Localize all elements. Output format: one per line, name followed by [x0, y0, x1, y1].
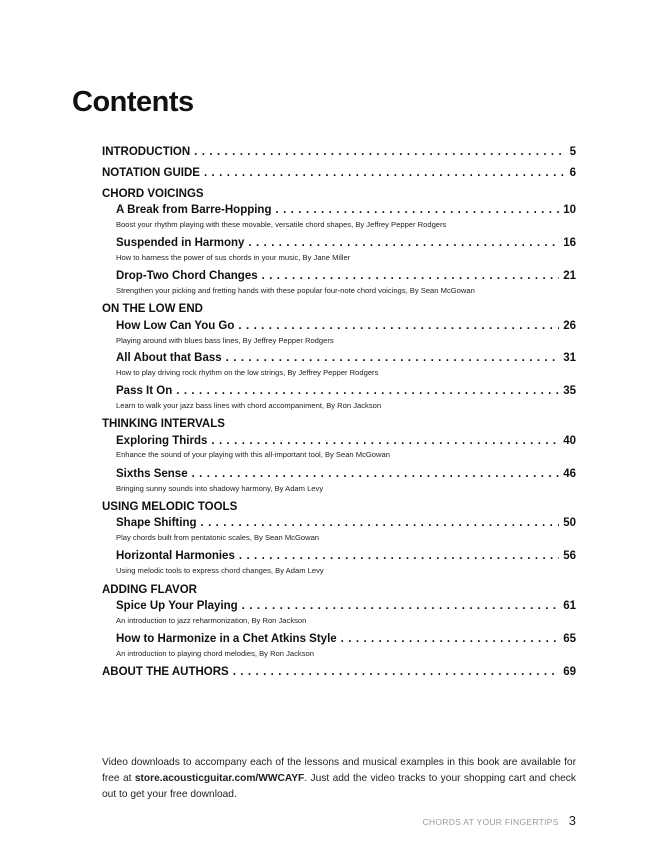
toc-page-number: 46: [563, 468, 576, 480]
toc-entry-label: How to Harmonize in a Chet Atkins Style: [116, 633, 337, 645]
toc-entry-label: Sixths Sense: [116, 468, 188, 480]
toc-entry-notation-guide[interactable]: [102, 167, 576, 179]
section-heading: THINKING INTERVALS: [102, 418, 225, 430]
toc-page-number: 40: [563, 435, 576, 447]
toc-entry-description: Strengthen your picking and fretting hands with these popular four-note chord voicings, By Sean McGowan: [116, 286, 475, 295]
dot-leader: [204, 167, 566, 179]
note-text-after: . Just add the video tracks to your shopping cart and check out to get your free download.: [102, 773, 576, 800]
toc-entry-label: All About that Bass: [116, 352, 222, 364]
toc-entry-label: INTRODUCTION: [102, 146, 191, 158]
toc-entry-label: ABOUT THE AUTHORS: [102, 666, 229, 678]
toc-entry[interactable]: [116, 385, 576, 397]
toc-entry-description: An introduction to playing chord melodies, By Ron Jackson: [116, 649, 314, 658]
toc-entry-description: Learn to walk your jazz bass lines with chord accompaniment, By Ron Jackson: [116, 401, 382, 410]
section-heading: CHORD VOICINGS: [102, 188, 204, 200]
dot-leader: [239, 550, 559, 562]
note-text-before: Video downloads to accompany each of the lessons and musical examples in this book are available for free at: [102, 757, 576, 784]
toc-entry-description: Enhance the sound of your playing with this all-important tool, By Sean McGowan: [116, 450, 390, 459]
toc-entry-label: NOTATION GUIDE: [102, 167, 200, 179]
toc-page-number: 16: [563, 237, 576, 249]
toc-entry-description: Using melodic tools to express chord changes, By Adam Levy: [116, 566, 324, 575]
toc-entry[interactable]: [116, 204, 576, 216]
dot-leader: [238, 320, 559, 332]
toc-entry-label: Shape Shifting: [116, 517, 197, 529]
dot-leader: [341, 633, 560, 645]
toc-entry-label: How Low Can You Go: [116, 320, 235, 332]
toc-entry[interactable]: [116, 633, 576, 645]
toc-page-number: 21: [563, 270, 576, 282]
toc-entry-description: How to play driving rock rhythm on the low strings, By Jeffrey Pepper Rodgers: [116, 368, 379, 377]
toc-entry[interactable]: [116, 435, 576, 447]
dot-leader: [194, 146, 565, 158]
section-heading: ADDING FLAVOR: [102, 584, 197, 596]
toc-entry-label: A Break from Barre-Hopping: [116, 204, 272, 216]
toc-entry[interactable]: [116, 237, 576, 249]
toc-page-number: 69: [563, 666, 576, 678]
toc-entry-description: An introduction to jazz reharmonization, By Ron Jackson: [116, 616, 307, 625]
toc-entry-label: Pass It On: [116, 385, 173, 397]
dot-leader: [192, 468, 560, 480]
dot-leader: [201, 517, 560, 529]
dot-leader: [276, 204, 560, 216]
toc-page-number: 35: [563, 385, 576, 397]
toc-entry-description: Bringing sunny sounds into shadowy harmony, By Adam Levy: [116, 484, 324, 493]
toc-page-number: 5: [569, 146, 576, 158]
running-footer-title: CHORDS AT YOUR FINGERTIPS: [422, 817, 559, 827]
toc-entry-about-the-authors[interactable]: [102, 666, 576, 678]
dot-leader: [211, 435, 559, 447]
toc-page-number: 61: [563, 600, 576, 612]
toc-page-number: 6: [569, 167, 576, 179]
toc-entry-description: Boost your rhythm playing with these movable, versatile chord shapes, By Jeffrey Pepper Rodgers: [116, 220, 447, 229]
toc-entry[interactable]: [116, 320, 576, 332]
section-heading: ON THE LOW END: [102, 303, 203, 315]
section-heading: USING MELODIC TOOLS: [102, 501, 238, 513]
toc-entry-introduction[interactable]: [102, 146, 576, 158]
toc-entry[interactable]: [116, 517, 576, 529]
dot-leader: [226, 352, 560, 364]
dot-leader: [248, 237, 559, 249]
toc-entry-label: Suspended in Harmony: [116, 237, 245, 249]
toc-entry[interactable]: [116, 550, 576, 562]
toc-entry[interactable]: [116, 270, 576, 282]
toc-page-number: 65: [563, 633, 576, 645]
toc-entry-label: Drop-Two Chord Changes: [116, 270, 258, 282]
toc-entry-label: Exploring Thirds: [116, 435, 208, 447]
toc-page-number: 10: [563, 204, 576, 216]
toc-entry-description: Play chords built from pentatonic scales, By Sean McGowan: [116, 533, 320, 542]
video-download-note: [102, 755, 576, 803]
page-footer: [422, 813, 576, 828]
toc-page-number: 50: [563, 517, 576, 529]
dot-leader: [176, 385, 559, 397]
toc-entry-label: Horizontal Harmonies: [116, 550, 235, 562]
store-url-link[interactable]: store.acousticguitar.com/WWCAYF: [134, 773, 305, 784]
toc-page-number: 56: [563, 550, 576, 562]
toc-entry-description: How to harness the power of sus chords in your music, By Jane Miller: [116, 253, 351, 262]
toc-entry-description: Playing around with blues bass lines, By Jeffrey Pepper Rodgers: [116, 336, 334, 345]
toc-page-number: 26: [563, 320, 576, 332]
dot-leader: [242, 600, 560, 612]
dot-leader: [233, 666, 559, 678]
page-number: 3: [568, 813, 576, 828]
dot-leader: [262, 270, 560, 282]
toc-page-number: 31: [563, 352, 576, 364]
toc-entry[interactable]: [116, 352, 576, 364]
page-title: Contents: [72, 86, 194, 118]
toc-entry[interactable]: [116, 468, 576, 480]
toc-entry[interactable]: [116, 600, 576, 612]
toc-entry-label: Spice Up Your Playing: [116, 600, 238, 612]
